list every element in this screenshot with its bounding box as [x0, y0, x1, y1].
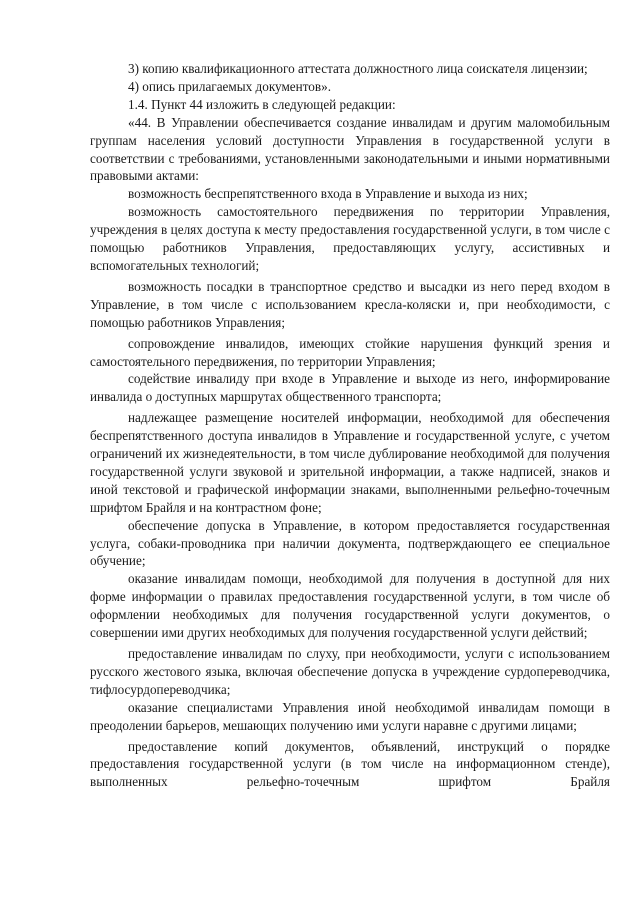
paragraph-point-44-intro: «44. В Управлении обеспечивается создание инвалидам и другим маломобильным группам населения условий доступности Управления в государственной услуги в соответствии с требованиями, установленными законодательными и иными нормативными правовыми актами: — [90, 114, 610, 184]
paragraph-braille-copies: предоставление копий документов, объявлений, инструкций о порядке предоставления государственной услуги (в том числе на информационном стенде), выполненных рельефно-точечным шрифтом Брайля — [90, 738, 610, 790]
paragraph-movement: возможность самостоятельного передвижения по территории Управления, учреждения в целях доступа к месту предоставления государственной услуги, в том числе с помощью работников Управления, предоставляющих услугу, ассистивных и вспомогательных технологий; — [90, 204, 610, 273]
paragraph-item-3: 3) копию квалификационного аттестата должностного лица соискателя лицензии; — [128, 61, 588, 76]
paragraph-barriers: оказание специалистами Управления иной необходимой инвалидам помощи в преодолении барьеров, мешающих получению ими услуги наравне с другими лицами; — [90, 699, 610, 733]
paragraph-item-4: 4) опись прилагаемых документов». — [128, 78, 332, 94]
paragraph-help: оказание инвалидам помощи, необходимой для получения в доступной для них форме информации о правилах предоставления государственной услуги, в том числе об оформлении необходимых для получения государственной услуги документов, о совершении ими других необходимых для получения государственной услуги действий; — [90, 571, 610, 641]
paragraph-guide-dog: обеспечение допуска в Управление, в котором предоставляется государственная услуга, собаки-проводника при наличии документа, подтверждающего ее специальное обучение; — [90, 517, 610, 569]
paragraph-escort: сопровождение инвалидов, имеющих стойкие нарушения функций зрения и самостоятельного передвижения, по территории Управления; — [90, 335, 610, 369]
paragraph-information-placement: надлежащее размещение носителей информации, необходимой для обеспечения беспрепятственного доступа инвалидов в Управление и государственной услуге, с учетом ограничений их жизнедеятельности, в том числе дублирование необходимой для получения государственной услуги звуковой и зрительной информации, а также надписей, знаков и иной текстовой и графической информации знаками, выполненными рельефно-точечным шрифтом Брайля и на контрастном фоне; — [90, 410, 610, 515]
paragraph-assistance: содействие инвалиду при входе в Управление и выходе из него, информирование инвалида о доступных маршрутах общественного транспорта; — [90, 371, 610, 405]
paragraph-transport: возможность посадки в транспортное средство и высадки из него перед входом в Управление, в том числе с использованием кресла-коляски и, при необходимости, с помощью работников Управления; — [90, 278, 610, 330]
paragraph-entrance: возможность беспрепятственного входа в Управление и выхода из них; — [128, 186, 528, 202]
paragraph-sign-language: предоставление инвалидам по слуху, при необходимости, услуги с использованием русского жестового языка, включая обеспечение допуска в учреждение сурдопереводчика, тифлосурдопереводчика; — [90, 646, 610, 697]
paragraph-point-1-4: 1.4. Пункт 44 изложить в следующей редакции: — [128, 96, 396, 112]
